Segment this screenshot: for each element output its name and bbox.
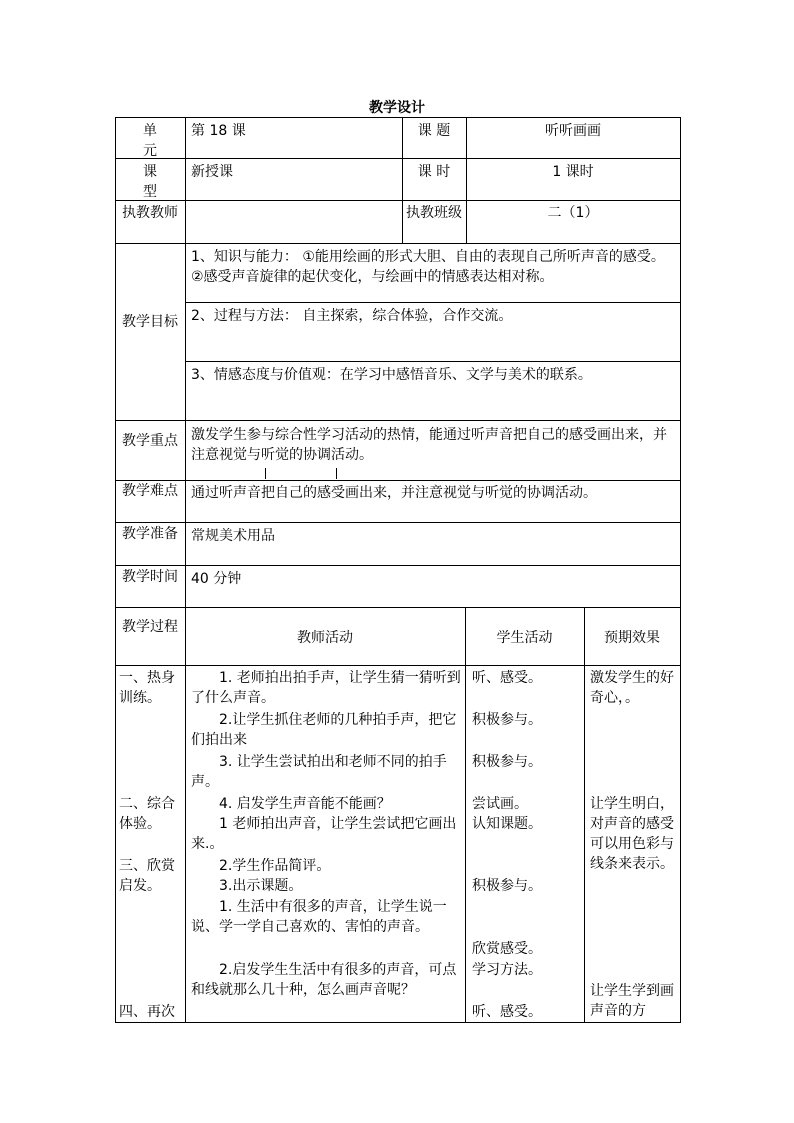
time-value: 40 分钟	[191, 571, 242, 587]
student-step: 积极参与。	[472, 754, 542, 770]
table-rule	[115, 158, 681, 159]
table-rule	[185, 117, 186, 1023]
table-rule	[115, 522, 681, 523]
table-rule	[680, 117, 681, 1023]
class-label: 执教班级	[406, 205, 462, 221]
objective-process: 2、过程与方法： 自主探索，综合体验，合作交流。	[191, 308, 513, 324]
stage-warmup: 一、热身训练。	[119, 670, 175, 706]
preparation-value: 常规美术用品	[191, 528, 275, 544]
teacher-step: 1. 生活中有很多的声音，让学生说一说、学一学自己喜欢的、害怕的声音。	[191, 899, 447, 935]
expected-effect: 激发学生的好奇心，。	[590, 670, 674, 706]
objectives-label: 教学目标	[122, 314, 178, 330]
table-rule	[115, 480, 681, 481]
class-value: 二（1）	[547, 205, 599, 221]
underline-mark	[265, 468, 266, 479]
table-rule	[115, 200, 681, 201]
table-rule	[115, 565, 681, 566]
table-rule	[185, 302, 681, 303]
expected-effect: 让学生明白，对声音的感受可以用色彩与线条来表示。	[590, 796, 674, 872]
key-points-value: 激发学生参与综合性学习活动的热情，能通过听声音把自己的感受画出来，并注意视觉与听觉的协调活动。	[191, 427, 667, 463]
type-label: 课型	[143, 164, 157, 200]
topic-label: 课 题	[417, 123, 451, 139]
student-step: 听、感受。	[472, 670, 542, 686]
teacher-step: 2.启发学生生活中有很多的声音，可点和线就那么几十种，怎么画声音呢？	[191, 962, 457, 998]
stage-experience: 二、综合体验。	[119, 796, 175, 832]
unit-value: 第 18 课	[191, 123, 246, 139]
hours-value: 1 课时	[552, 164, 594, 180]
teacher-step: 1 老师拍出声音，让学生尝试把它画出来.。	[191, 816, 457, 852]
unit-label: 单元	[143, 123, 157, 159]
teacher-step: 2.学生作品简评。	[219, 858, 331, 874]
student-step: 听、感受。	[472, 1004, 542, 1020]
difficult-points-value: 通过听声音把自己的感受画出来，并注意视觉与听觉的协调活动。	[191, 485, 597, 501]
objective-knowledge: 1、知识与能力： ①能用绘画的形式大胆、自由的表现自己所听声音的感受。②感受声音旋律的起伏变化，与绘画中的情感表达相对称。	[191, 249, 665, 285]
student-step: 积极参与。	[472, 878, 542, 894]
difficult-points-label: 教学难点	[122, 483, 178, 499]
document-title: 教学设计	[369, 100, 425, 116]
preparation-label: 教学准备	[122, 526, 178, 542]
table-rule	[115, 607, 681, 608]
table-rule	[115, 665, 681, 666]
time-label: 教学时间	[122, 569, 178, 585]
topic-value: 听听画画	[545, 123, 601, 139]
teacher-step: 2.让学生抓住老师的几种拍手声，把它们拍出来	[191, 712, 457, 748]
table-rule	[115, 243, 681, 244]
table-rule	[465, 607, 466, 1023]
expected-effect-header: 预期效果	[604, 630, 660, 646]
student-step: 认知课题。	[472, 816, 542, 832]
table-rule	[115, 117, 681, 118]
underline-mark	[336, 468, 337, 479]
student-step: 积极参与。	[472, 712, 542, 728]
objective-emotion: 3、情感态度与价值观：在学习中感悟音乐、文学与美术的联系。	[191, 367, 592, 383]
teacher-step: 1. 老师拍出拍手声，让学生猜一猜听到了什么声音。	[191, 670, 461, 706]
stage-appreciation: 三、欣赏启发。	[119, 858, 175, 894]
stage-again: 四、再次	[119, 1004, 175, 1020]
type-value: 新授课	[191, 164, 233, 180]
hours-label: 课 时	[417, 164, 451, 180]
key-points-label: 教学重点	[122, 433, 178, 449]
student-step: 尝试画。	[472, 796, 528, 812]
table-rule	[185, 361, 681, 362]
table-rule	[584, 607, 585, 1023]
teacher-label: 执教教师	[122, 205, 178, 221]
table-rule	[115, 420, 681, 421]
student-activity-header: 学生活动	[496, 630, 553, 646]
student-step: 学习方法。	[472, 962, 542, 978]
expected-effect: 让学生学到画声音的方	[590, 983, 674, 1019]
teacher-step: 3.出示课题。	[219, 878, 303, 894]
teacher-activity-header: 教师活动	[297, 630, 353, 646]
teacher-step: 3. 让学生尝试拍出和老师不同的拍手声。	[191, 754, 447, 790]
process-header: 教学过程	[122, 619, 178, 635]
student-step: 欣赏感受。	[472, 941, 542, 957]
table-rule	[115, 1022, 681, 1023]
teacher-step: 4. 启发学生声音能不能画？	[219, 796, 391, 812]
